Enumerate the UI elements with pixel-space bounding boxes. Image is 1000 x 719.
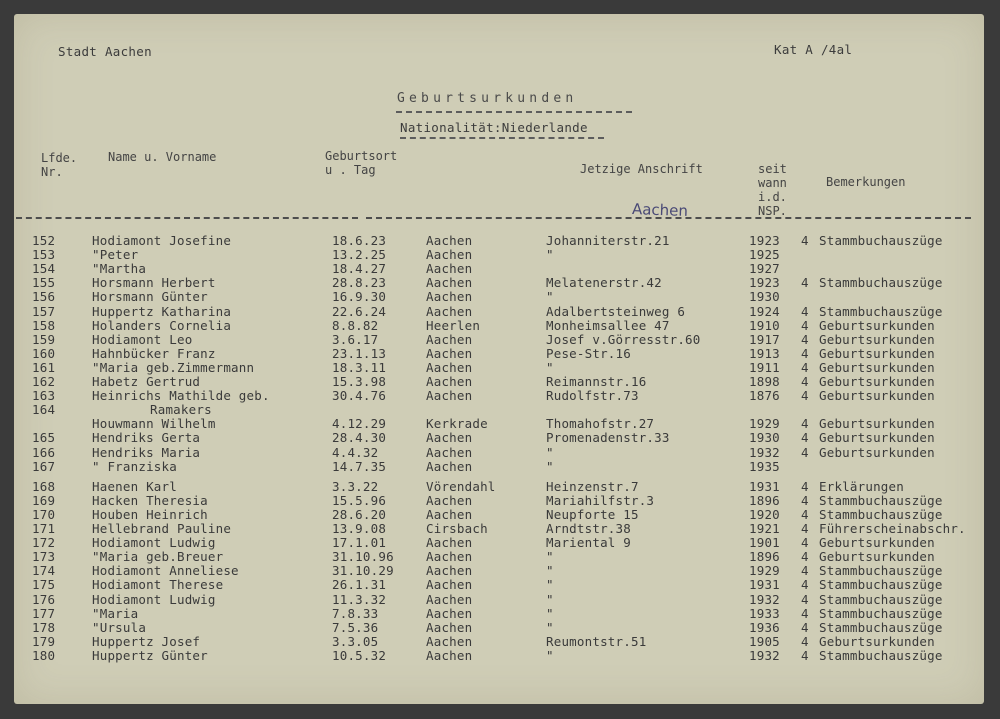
row-count: 4 (801, 388, 809, 404)
row-number: 177 (32, 605, 56, 621)
row-birth-date: 28.6.20 (332, 506, 387, 522)
row-remark: Stammbuchauszüge (819, 647, 943, 663)
row-number: 167 (32, 458, 56, 474)
row-since-year: 1933 (749, 605, 780, 621)
row-address: Reimannstr.16 (546, 374, 647, 389)
row-count: 4 (801, 233, 809, 248)
row-name: Huppertz Günter (92, 647, 208, 663)
row-since-year: 1932 (749, 444, 780, 460)
page-title: Geburtsurkunden (397, 91, 578, 106)
row-remark: Stammbuchauszüge (819, 303, 943, 319)
table-row (14, 416, 984, 430)
row-birth-place: Aachen (426, 289, 473, 305)
row-since-year: 1896 (749, 492, 780, 508)
row-birth-date: 31.10.29 (332, 563, 394, 579)
row-remark: Stammbuchauszüge (819, 605, 943, 621)
row-birth-date: 26.1.31 (332, 577, 387, 593)
row-address: Josef v.Görresstr.60 (546, 331, 701, 347)
row-address: " (546, 591, 554, 607)
row-remark: Stammbuchauszüge (819, 275, 943, 291)
row-since-year: 1917 (749, 331, 780, 347)
table-row (14, 233, 984, 247)
row-birth-place: Cirsbach (426, 521, 488, 536)
row-name: Hodiamont Anneliese (92, 563, 239, 579)
row-name: Huppertz Katharina (92, 303, 232, 319)
row-birth-date: 15.5.96 (332, 492, 387, 508)
row-name: Hellebrand Pauline (92, 521, 232, 536)
row-address: " (546, 647, 554, 663)
row-birth-date: 13.2.25 (332, 247, 387, 263)
row-address: Promenadenstr.33 (546, 430, 670, 446)
row-number: 160 (32, 345, 56, 361)
row-name: Horsmann Günter (92, 289, 208, 305)
table-row (14, 304, 984, 318)
row-since-year: 1924 (749, 303, 780, 319)
row-number: 172 (32, 535, 56, 551)
row-name: Hodiamont Therese (92, 577, 224, 593)
row-birth-place: Aachen (426, 261, 473, 277)
reference-label: Kat A /4al (774, 42, 853, 57)
table-row (14, 549, 984, 563)
row-number: 161 (32, 359, 56, 375)
row-remark: Geburtsurkunden (819, 549, 935, 565)
row-number: 155 (32, 275, 56, 291)
row-count: 4 (801, 506, 809, 522)
row-name: Hodiamont Josefine (92, 233, 232, 248)
row-number: 162 (32, 374, 56, 389)
row-remark: Stammbuchauszüge (819, 506, 943, 522)
row-count: 4 (801, 605, 809, 621)
row-remark: Geburtsurkunden (819, 388, 935, 404)
row-since-year: 1930 (749, 289, 780, 305)
row-remark: Geburtsurkunden (819, 331, 935, 347)
row-count: 4 (801, 359, 809, 375)
table-row (14, 318, 984, 332)
row-birth-place: Aachen (426, 247, 473, 263)
row-remark: Erklärungen (819, 478, 904, 494)
row-birth-place: Aachen (426, 374, 473, 389)
table-row (14, 289, 984, 303)
table-row (14, 620, 984, 634)
row-name: "Ursula (92, 619, 147, 635)
row-number: 170 (32, 506, 56, 522)
row-number: 178 (32, 619, 56, 635)
row-birth-date: 14.7.35 (332, 458, 387, 474)
table-row (14, 507, 984, 521)
row-count: 4 (801, 416, 809, 432)
row-number: 173 (32, 549, 56, 565)
row-since-year: 1896 (749, 549, 780, 565)
table-row (14, 360, 984, 374)
row-since-year: 1905 (749, 633, 780, 649)
row-since-year: 1930 (749, 430, 780, 446)
row-birth-date: 16.9.30 (332, 289, 387, 305)
row-name: Ramakers (150, 402, 212, 418)
row-number: 168 (32, 478, 56, 494)
row-birth-date: 31.10.96 (332, 549, 394, 565)
row-since-year: 1923 (749, 275, 780, 291)
row-number: 164 (32, 402, 56, 418)
row-birth-place: Vörendahl (426, 478, 496, 494)
row-name: " Franziska (92, 458, 177, 474)
row-birth-date: 22.6.24 (332, 303, 387, 319)
row-number: 153 (32, 247, 56, 263)
row-remark: Geburtsurkunden (819, 444, 935, 460)
table-row (14, 275, 984, 289)
row-birth-place: Aachen (426, 458, 473, 474)
row-address: Johanniterstr.21 (546, 233, 670, 248)
row-birth-date: 7.8.33 (332, 605, 379, 621)
row-count: 4 (801, 647, 809, 663)
table-row (14, 430, 984, 444)
row-number: 180 (32, 647, 56, 663)
header-divider-right (366, 217, 971, 219)
row-address: Neupforte 15 (546, 506, 639, 522)
document-card (14, 14, 984, 704)
col-nr-header: Lfde. Nr. (41, 151, 78, 179)
row-birth-place: Aachen (426, 331, 473, 347)
table-row (14, 346, 984, 360)
row-since-year: 1927 (749, 261, 780, 277)
table-row (14, 592, 984, 606)
row-birth-place: Kerkrade (426, 416, 488, 432)
row-birth-date: 10.5.32 (332, 647, 387, 663)
row-number: 159 (32, 331, 56, 347)
row-name: "Martha (92, 261, 147, 277)
row-count: 4 (801, 549, 809, 565)
row-number: 169 (32, 492, 56, 508)
row-birth-place: Aachen (426, 647, 473, 663)
row-address: " (546, 458, 554, 474)
row-count: 4 (801, 275, 809, 291)
row-name: Habetz Gertrud (92, 374, 201, 389)
row-address: " (546, 563, 554, 579)
row-count: 4 (801, 444, 809, 460)
row-count: 4 (801, 563, 809, 579)
row-name: Hacken Theresia (92, 492, 208, 508)
row-birth-date: 3.6.17 (332, 331, 379, 347)
row-address: " (546, 359, 554, 375)
row-count: 4 (801, 317, 809, 333)
row-remark: Geburtsurkunden (819, 359, 935, 375)
nationality-label: Nationalität:Niederlande (400, 120, 588, 135)
table-row (14, 535, 984, 549)
row-birth-place: Aachen (426, 563, 473, 579)
row-count: 4 (801, 303, 809, 319)
row-birth-place: Aachen (426, 591, 473, 607)
row-birth-place: Aachen (426, 619, 473, 635)
row-name: Hendriks Gerta (92, 430, 201, 446)
row-count: 4 (801, 478, 809, 494)
row-birth-date: 23.1.13 (332, 345, 387, 361)
row-address: Pese-Str.16 (546, 345, 631, 361)
row-address: Arndtstr.38 (546, 521, 631, 536)
row-number: 179 (32, 633, 56, 649)
row-address: " (546, 577, 554, 593)
row-name: Huppertz Josef (92, 633, 201, 649)
row-since-year: 1932 (749, 647, 780, 663)
row-since-year: 1901 (749, 535, 780, 551)
row-birth-place: Aachen (426, 549, 473, 565)
row-birth-place: Aachen (426, 506, 473, 522)
row-remark: Geburtsurkunden (819, 430, 935, 446)
row-number: 166 (32, 444, 56, 460)
table-row (14, 445, 984, 459)
row-since-year: 1925 (749, 247, 780, 263)
col-birth-header: Geburtsort u . Tag (325, 149, 398, 177)
row-birth-date: 4.4.32 (332, 444, 379, 460)
nationality-underline (400, 137, 604, 139)
row-remark: Stammbuchauszüge (819, 492, 943, 508)
row-remark: Geburtsurkunden (819, 317, 935, 333)
row-name: Houwmann Wilhelm (92, 416, 216, 432)
row-name: Hendriks Maria (92, 444, 201, 460)
row-since-year: 1911 (749, 359, 780, 375)
row-birth-date: 3.3.05 (332, 633, 379, 649)
table-row (14, 493, 984, 507)
row-birth-place: Aachen (426, 535, 473, 551)
row-since-year: 1935 (749, 458, 780, 474)
row-number: 156 (32, 289, 56, 305)
row-since-year: 1920 (749, 506, 780, 522)
row-since-year: 1929 (749, 563, 780, 579)
row-remark: Stammbuchauszüge (819, 577, 943, 593)
row-since-year: 1931 (749, 577, 780, 593)
row-address: " (546, 549, 554, 565)
row-birth-date: 28.4.30 (332, 430, 387, 446)
row-name: Haenen Karl (92, 478, 177, 494)
row-remark: Stammbuchauszüge (819, 619, 943, 635)
col-remarks-header: Bemerkungen (826, 175, 906, 189)
row-address: Mariahilfstr.3 (546, 492, 655, 508)
row-count: 4 (801, 345, 809, 361)
row-number: 157 (32, 303, 56, 319)
row-birth-place: Aachen (426, 430, 473, 446)
row-name: "Maria (92, 605, 139, 621)
row-birth-date: 15.3.98 (332, 374, 387, 389)
row-name: Holanders Cornelia (92, 317, 232, 333)
row-name: Hahnbücker Franz (92, 345, 216, 361)
col-address-header: Jetzige Anschrift (580, 162, 703, 176)
row-name: "Maria geb.Zimmermann (92, 359, 255, 375)
row-birth-place: Aachen (426, 233, 473, 248)
row-birth-date: 18.3.11 (332, 359, 387, 375)
row-since-year: 1932 (749, 591, 780, 607)
row-remark: Stammbuchauszüge (819, 233, 943, 248)
row-birth-place: Aachen (426, 388, 473, 404)
row-remark: Geburtsurkunden (819, 633, 935, 649)
row-count: 4 (801, 619, 809, 635)
row-name: Horsmann Herbert (92, 275, 216, 291)
row-birth-place: Aachen (426, 275, 473, 291)
row-count: 4 (801, 591, 809, 607)
row-remark: Führerscheinabschr. (819, 521, 966, 536)
row-number: 171 (32, 521, 56, 536)
row-address: Monheimsallee 47 (546, 317, 670, 333)
header-divider-left (16, 217, 358, 219)
table-row (14, 261, 984, 275)
col-since-header: seit wann i.d. NSP. (758, 162, 787, 218)
row-birth-date: 3.3.22 (332, 478, 379, 494)
row-count: 4 (801, 521, 809, 536)
table-row (14, 563, 984, 577)
row-since-year: 1936 (749, 619, 780, 635)
table-row (14, 606, 984, 620)
row-count: 4 (801, 374, 809, 389)
row-birth-date: 18.6.23 (332, 233, 387, 248)
table-row (14, 374, 984, 388)
row-birth-date: 7.5.36 (332, 619, 379, 635)
title-underline (396, 111, 632, 113)
row-remark: Geburtsurkunden (819, 345, 935, 361)
row-birth-place: Aachen (426, 359, 473, 375)
row-address: Adalbertsteinweg 6 (546, 303, 686, 319)
row-remark: Geburtsurkunden (819, 416, 935, 432)
row-address: " (546, 289, 554, 305)
table-row (14, 634, 984, 648)
table-row (14, 332, 984, 346)
table-row (14, 402, 984, 416)
row-birth-place: Aachen (426, 345, 473, 361)
city-label: Stadt Aachen (58, 44, 152, 59)
row-address: " (546, 444, 554, 460)
row-count: 4 (801, 331, 809, 347)
row-birth-place: Heerlen (426, 317, 481, 333)
table-row (14, 247, 984, 261)
row-count: 4 (801, 633, 809, 649)
row-number: 163 (32, 388, 56, 404)
row-address: Thomahofstr.27 (546, 416, 655, 432)
table-row (14, 459, 984, 473)
table-row (14, 388, 984, 402)
row-since-year: 1923 (749, 233, 780, 248)
row-since-year: 1931 (749, 478, 780, 494)
row-name: Houben Heinrich (92, 506, 208, 522)
row-number: 154 (32, 261, 56, 277)
row-number: 175 (32, 577, 56, 593)
row-count: 4 (801, 492, 809, 508)
row-number: 165 (32, 430, 56, 446)
row-address: Heinzenstr.7 (546, 478, 639, 494)
row-number: 176 (32, 591, 56, 607)
row-name: Hodiamont Leo (92, 331, 193, 347)
row-since-year: 1910 (749, 317, 780, 333)
row-birth-place: Aachen (426, 605, 473, 621)
aachen-stamp: Aachen (631, 200, 689, 220)
row-address: Rudolfstr.73 (546, 388, 639, 404)
table-row (14, 521, 984, 535)
row-birth-date: 13.9.08 (332, 521, 387, 536)
row-birth-place: Aachen (426, 492, 473, 508)
row-remark: Stammbuchauszüge (819, 591, 943, 607)
row-birth-date: 4.12.29 (332, 416, 387, 432)
row-count: 4 (801, 577, 809, 593)
table-row (14, 577, 984, 591)
row-birth-place: Aachen (426, 577, 473, 593)
row-number: 152 (32, 233, 56, 248)
row-birth-place: Aachen (426, 303, 473, 319)
row-birth-date: 11.3.32 (332, 591, 387, 607)
row-remark: Geburtsurkunden (819, 535, 935, 551)
row-name: Hodiamont Ludwig (92, 535, 216, 551)
row-number: 174 (32, 563, 56, 579)
row-birth-place: Aachen (426, 633, 473, 649)
col-name-header: Name u. Vorname (108, 150, 217, 164)
table-row (14, 479, 984, 493)
row-birth-place: Aachen (426, 444, 473, 460)
row-birth-date: 30.4.76 (332, 388, 387, 404)
row-name: Hodiamont Ludwig (92, 591, 216, 607)
row-address: " (546, 247, 554, 263)
row-birth-date: 18.4.27 (332, 261, 387, 277)
table-row (14, 648, 984, 662)
row-remark: Geburtsurkunden (819, 374, 935, 389)
row-birth-date: 17.1.01 (332, 535, 387, 551)
row-name: Heinrichs Mathilde geb. (92, 388, 270, 404)
row-number: 158 (32, 317, 56, 333)
row-address: Reumontstr.51 (546, 633, 647, 649)
row-since-year: 1876 (749, 388, 780, 404)
row-address: " (546, 619, 554, 635)
row-address: Mariental 9 (546, 535, 631, 551)
row-since-year: 1913 (749, 345, 780, 361)
row-remark: Stammbuchauszüge (819, 563, 943, 579)
row-count: 4 (801, 535, 809, 551)
row-count: 4 (801, 430, 809, 446)
row-birth-date: 8.8.82 (332, 317, 379, 333)
row-since-year: 1921 (749, 521, 780, 536)
row-address: " (546, 605, 554, 621)
row-since-year: 1898 (749, 374, 780, 389)
row-name: "Maria geb.Breuer (92, 549, 224, 565)
row-address: Melatenerstr.42 (546, 275, 662, 291)
row-birth-date: 28.8.23 (332, 275, 387, 291)
row-since-year: 1929 (749, 416, 780, 432)
row-name: "Peter (92, 247, 139, 263)
